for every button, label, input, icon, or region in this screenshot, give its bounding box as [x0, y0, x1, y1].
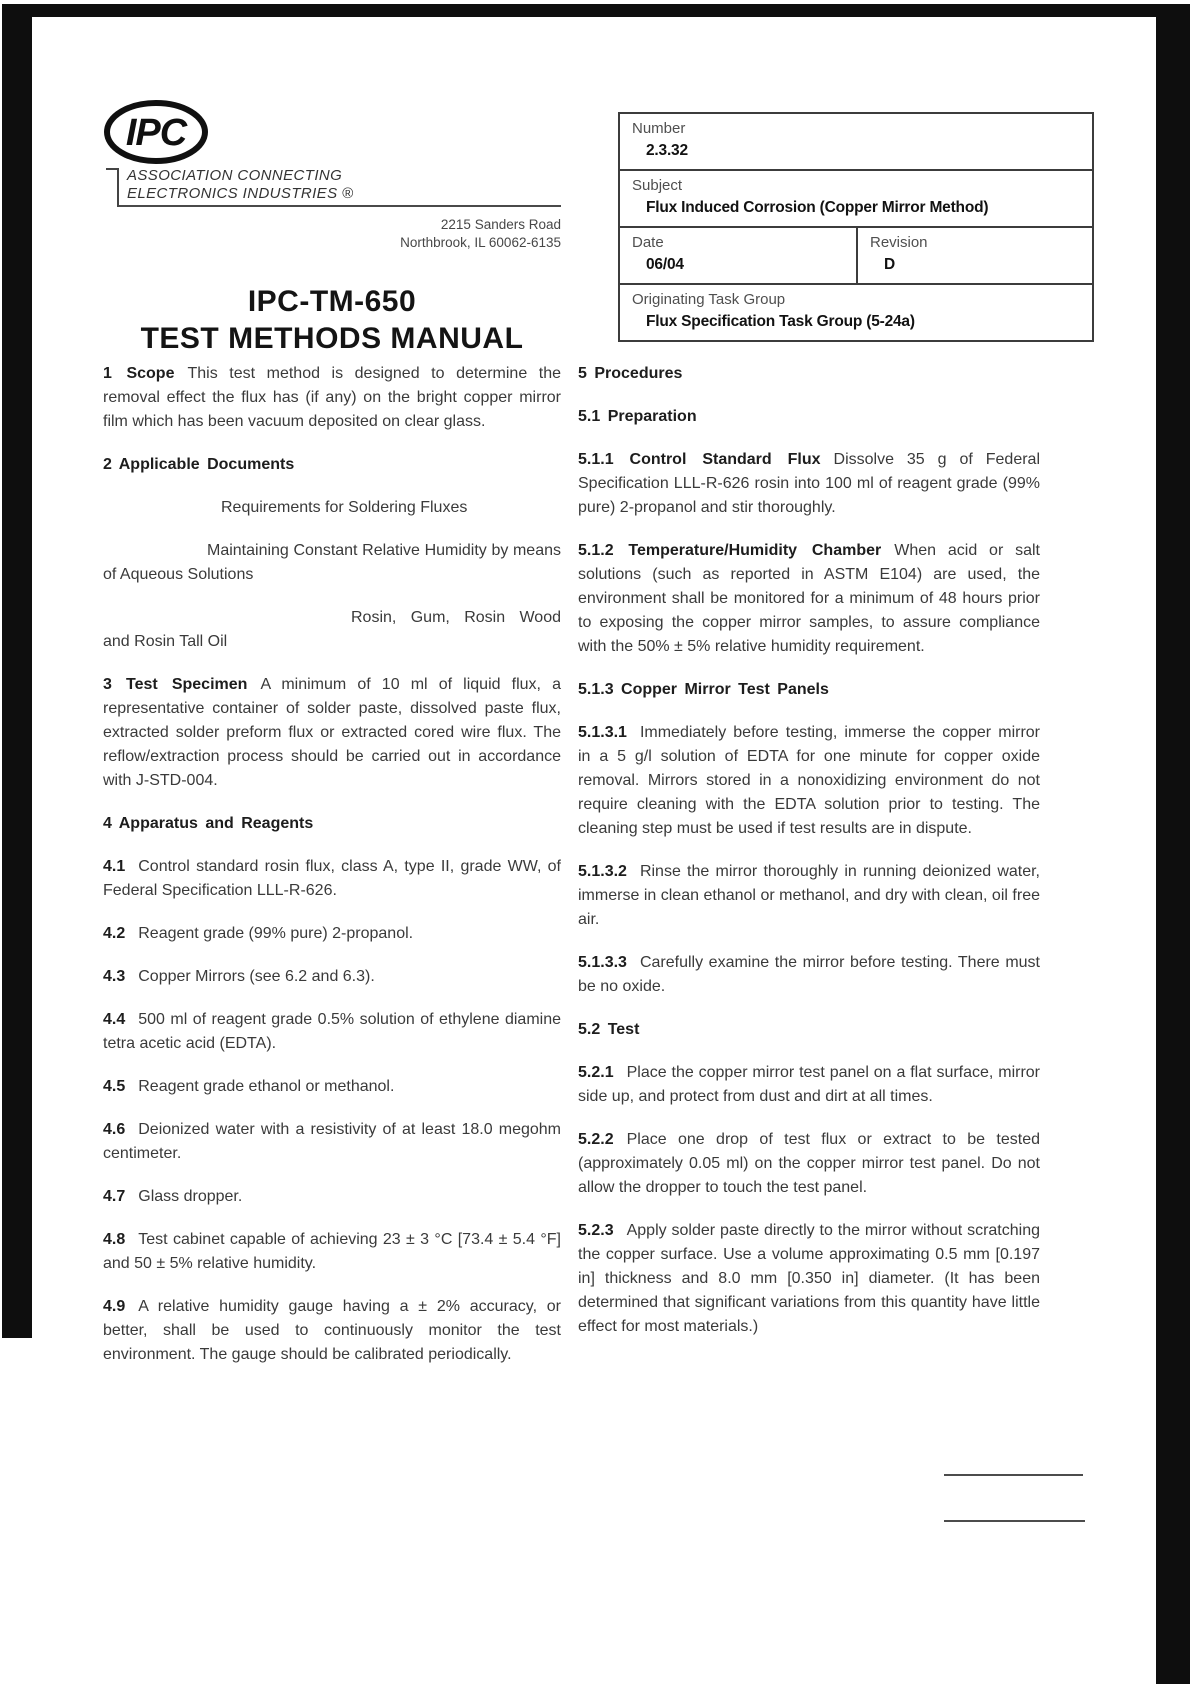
- section-5-1-3-title: 5.1.3 Copper Mirror Test Panels: [578, 681, 829, 698]
- tagline-line2: ELECTRONICS INDUSTRIES ®: [127, 185, 354, 202]
- section-5-1-3-1-number: 5.1.3.1: [578, 724, 627, 741]
- section-5-2-1-text: Place the copper mirror test panel on a flat surface, mirror side up, and protect from dust and dirt at all times.: [578, 1064, 1040, 1105]
- revision-value: D: [884, 256, 895, 273]
- section-5-1-1-heading: 5.1.1 Control Standard Flux: [578, 451, 821, 468]
- section-5-2-heading: [578, 1018, 1040, 1042]
- section-5-1-3-3-text: Carefully examine the mirror before testing. There must be no oxide.: [578, 954, 1040, 995]
- section-4-6-text: Deionized water with a resistivity of at least 18.0 megohm centimeter.: [103, 1121, 561, 1162]
- section-4-title: 4 Apparatus and Reagents: [103, 815, 314, 832]
- tagline-line1: ASSOCIATION CONNECTING: [127, 167, 343, 184]
- section-4-2-text: Reagent grade (99% pure) 2-propanol.: [138, 925, 414, 942]
- address-line1: 2215 Sanders Road: [440, 217, 561, 232]
- section-4-1-text: Control standard rosin flux, class A, type II, grade WW, of Federal Specification LLL-R-626.: [103, 858, 561, 899]
- scan-border-left: [2, 4, 32, 1338]
- section-4-2-number: 4.2: [103, 925, 126, 942]
- subject-value: Flux Induced Corrosion (Copper Mirror Method): [646, 199, 989, 216]
- section-4-1-number: 4.1: [103, 858, 126, 875]
- applicable-document-2-text: Maintaining Constant Relative Humidity by means of Aqueous Solutions: [103, 542, 561, 583]
- section-4-9-number: 4.9: [103, 1298, 126, 1315]
- date-value: 06/04: [646, 256, 684, 273]
- section-5-1-3-heading: [578, 678, 1040, 702]
- revision-cell: [856, 228, 1092, 283]
- section-5-1-3-1: [578, 721, 1040, 841]
- section-4-5-text: Reagent grade ethanol or methanol.: [138, 1078, 395, 1095]
- table-row-task-group: [620, 285, 1092, 340]
- document-title-line1: IPC-TM-650: [247, 285, 417, 318]
- revision-label: Revision: [870, 234, 928, 251]
- section-4-1: [103, 855, 561, 903]
- section-2-title: 2 Applicable Documents: [103, 456, 295, 473]
- table-row-subject: [620, 171, 1092, 228]
- date-label: Date: [632, 234, 664, 251]
- left-column: [103, 362, 561, 1386]
- section-3-text: A minimum of 10 ml of liquid flux, a representative container of solder paste, dissolved paste flux, extracted solder preform flux or extracted cored wire flux. The reflow/extraction process should be carried out in accordance with J-STD-004.: [103, 676, 561, 789]
- section-4-5: [103, 1075, 561, 1099]
- subject-label: Subject: [632, 177, 683, 194]
- blank-line-rule-2: [944, 1520, 1085, 1522]
- section-5-1-3-2-text: Rinse the mirror thoroughly in running deionized water, immerse in clean ethanol or methanol, and dry with clean, oil free air.: [578, 863, 1040, 928]
- section-5-2-3-text: Apply solder paste directly to the mirror without scratching the copper surface. Use a volume approximating 0.5 mm [0.197 in] thickness and 8.0 mm [0.350 in] diameter. (It has been determined that significant variations from this quantity have little effect for most materials.): [578, 1222, 1040, 1335]
- document-title: [103, 283, 561, 357]
- applicable-document-1-text: Requirements for Soldering Fluxes: [221, 499, 468, 516]
- task-group-value: Flux Specification Task Group (5-24a): [646, 313, 915, 330]
- section-5-1-1: [578, 448, 1040, 520]
- ipc-logo: [103, 99, 209, 172]
- right-column: [578, 362, 1040, 1358]
- section-5-1-2: [578, 539, 1040, 659]
- document-title-line2: TEST METHODS MANUAL: [140, 322, 524, 355]
- section-5-1-3-2-number: 5.1.3.2: [578, 863, 627, 880]
- section-5-heading: [578, 362, 1040, 386]
- section-1-scope: [103, 362, 561, 434]
- section-5-2-title: 5.2 Test: [578, 1021, 640, 1038]
- section-4-2: [103, 922, 561, 946]
- address-block: [280, 216, 561, 251]
- section-4-8-number: 4.8: [103, 1231, 126, 1248]
- task-group-label: Originating Task Group: [632, 291, 786, 308]
- section-4-4-number: 4.4: [103, 1011, 126, 1028]
- section-4-4: [103, 1008, 561, 1056]
- section-5-2-2: [578, 1128, 1040, 1200]
- section-5-title: 5 Procedures: [578, 365, 683, 382]
- logo-tagline: [127, 167, 354, 203]
- section-5-1-1-text: Dissolve 35 g of Federal Specification LLL-R-626 rosin into 100 ml of reagent grade (99% pure) 2-propanol and stir thoroughly.: [578, 451, 1041, 516]
- section-4-heading: [103, 812, 561, 836]
- section-5-2-1: [578, 1061, 1040, 1109]
- applicable-document-1: [103, 496, 561, 520]
- section-4-8: [103, 1228, 561, 1276]
- section-5-1-3-3-number: 5.1.3.3: [578, 954, 627, 971]
- letterhead-rule: [119, 205, 561, 207]
- table-row-number: [620, 114, 1092, 171]
- section-4-9-text: A relative humidity gauge having a ± 2% accuracy, or better, shall be used to continuously monitor the test environment. The gauge should be calibrated periodically.: [103, 1298, 561, 1363]
- scan-border-top: [28, 4, 1190, 17]
- section-4-7-number: 4.7: [103, 1188, 126, 1205]
- section-4-3-text: Copper Mirrors (see 6.2 and 6.3).: [138, 968, 375, 985]
- section-5-2-2-number: 5.2.2: [578, 1131, 614, 1148]
- applicable-document-3: [103, 606, 561, 654]
- applicable-document-3-text: Rosin, Gum, Rosin Wood and Rosin Tall Oil: [103, 609, 561, 650]
- section-5-1-2-heading: 5.1.2 Temperature/Humidity Chamber: [578, 542, 882, 559]
- section-4-4-text: 500 ml of reagent grade 0.5% solution of ethylene diamine tetra acetic acid (EDTA).: [103, 1011, 561, 1052]
- section-4-3: [103, 965, 561, 989]
- section-4-9: [103, 1295, 561, 1367]
- number-label: Number: [632, 120, 686, 137]
- applicable-document-2: [103, 539, 561, 587]
- section-4-7-text: Glass dropper.: [138, 1188, 243, 1205]
- section-5-2-3: [578, 1219, 1040, 1339]
- section-5-2-2-text: Place one drop of test flux or extract to be tested (approximately 0.05 ml) on the copper mirror test panel. Do not allow the dropper to touch the test panel.: [578, 1131, 1040, 1196]
- section-2-heading: [103, 453, 561, 477]
- section-5-1-3-3: [578, 951, 1040, 999]
- blank-line-rule-1: [944, 1474, 1083, 1476]
- section-4-3-number: 4.3: [103, 968, 126, 985]
- section-4-7: [103, 1185, 561, 1209]
- tagline-bracket-stem: [117, 168, 119, 207]
- scan-border-right: [1156, 4, 1190, 1684]
- section-3-heading: 3 Test Specimen: [103, 676, 248, 693]
- section-4-8-text: Test cabinet capable of achieving 23 ± 3 °C [73.4 ± 5.4 °F] and 50 ± 5% relative humidity.: [103, 1231, 561, 1272]
- section-5-1-title: 5.1 Preparation: [578, 408, 697, 425]
- table-row-date-revision: [620, 228, 1092, 285]
- ipc-logo-text: IPC: [125, 112, 187, 154]
- section-1-text: This test method is designed to determine the removal effect the flux has (if any) on the bright copper mirror film which has been vacuum deposited on clear glass.: [103, 365, 562, 430]
- section-4-6: [103, 1118, 561, 1166]
- section-1-heading: 1 Scope: [103, 365, 175, 382]
- section-5-1-heading: [578, 405, 1040, 429]
- section-4-5-number: 4.5: [103, 1078, 126, 1095]
- ipc-logo-icon: [103, 99, 209, 167]
- section-5-1-3-2: [578, 860, 1040, 932]
- section-5-2-1-number: 5.2.1: [578, 1064, 614, 1081]
- address-line2: Northbrook, IL 60062-6135: [400, 234, 561, 250]
- date-cell: [620, 228, 856, 283]
- section-3-test-specimen: [103, 673, 561, 793]
- section-5-1-2-text: When acid or salt solutions (such as reported in ASTM E104) are used, the environment shall be monitored for a minimum of 48 hours prior to exposing the copper mirror samples, to assure compliance with the 50% ± 5% relative humidity requirement.: [578, 542, 1041, 655]
- section-5-2-3-number: 5.2.3: [578, 1222, 614, 1239]
- info-table: [618, 112, 1094, 342]
- number-value: 2.3.32: [646, 142, 688, 159]
- section-4-6-number: 4.6: [103, 1121, 126, 1138]
- section-5-1-3-1-text: Immediately before testing, immerse the copper mirror in a 5 g/l solution of EDTA for one minute for copper oxide removal. Mirrors stored in a nonoxidizing environment do not require cleaning with the EDTA solution prior to testing. The cleaning step must be used if test results are in dispute.: [578, 724, 1040, 837]
